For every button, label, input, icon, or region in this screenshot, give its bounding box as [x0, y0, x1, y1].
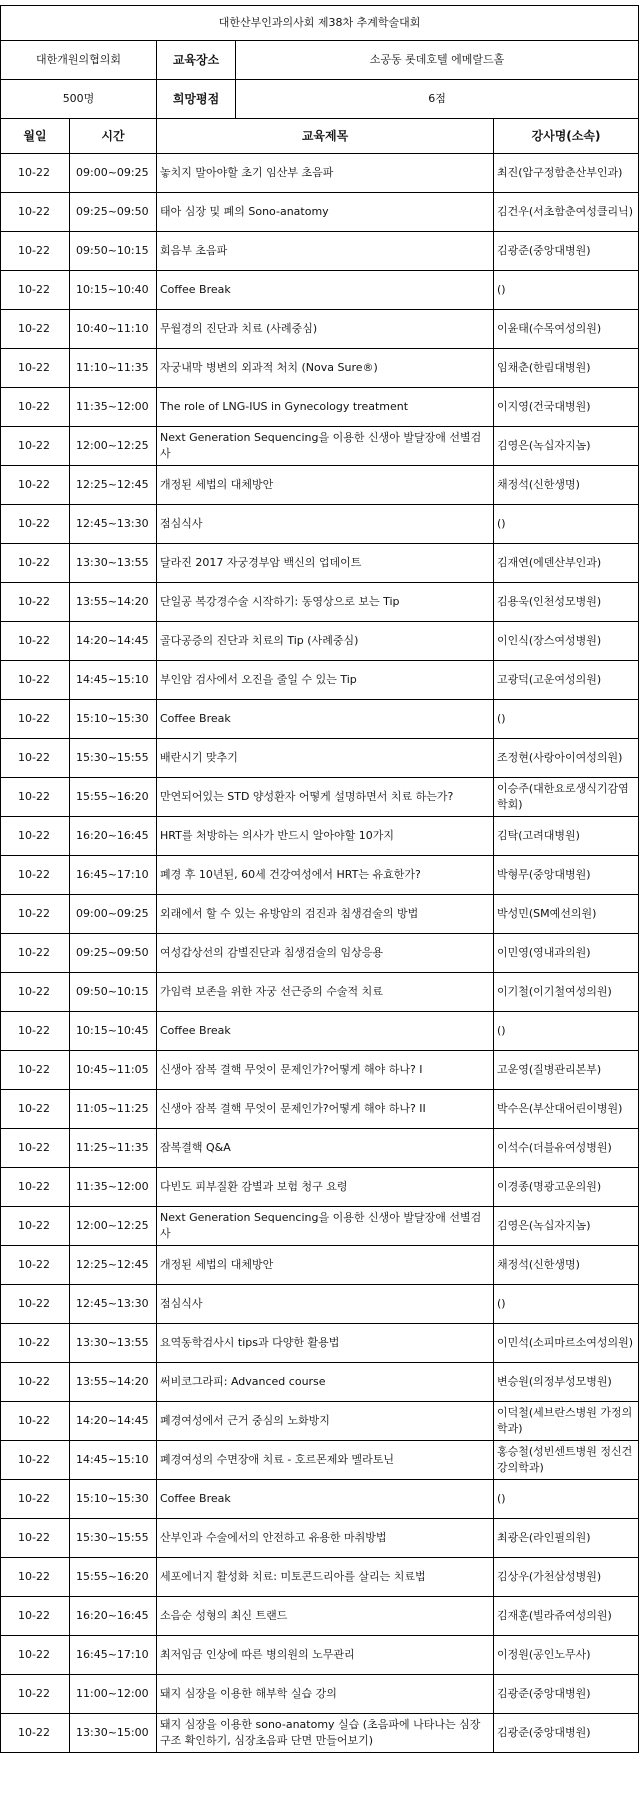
- row-lecturer: 고운영(질병관리본부): [494, 1051, 639, 1090]
- row-lecturer: 이승주(대한요로생식기감염학회): [494, 778, 639, 817]
- row-title: 폐경 후 10년된, 60세 건강여성에서 HRT는 유효한가?: [157, 856, 494, 895]
- row-title: 개정된 세법의 대체방안: [157, 466, 494, 505]
- table-row: [1, 973, 639, 1012]
- row-title: 달라진 2017 자궁경부암 백신의 업데이트: [157, 544, 494, 583]
- table-row: [1, 1207, 639, 1246]
- row-title: 놓치지 말아야할 초기 임산부 초음파: [157, 154, 494, 193]
- row-title: 골다공증의 진단과 치료의 Tip (사례중심): [157, 622, 494, 661]
- row-title: Coffee Break: [157, 1012, 494, 1051]
- capacity: 500명: [1, 80, 157, 119]
- row-date: 10-22: [1, 934, 70, 973]
- row-title: 잠복결핵 Q&A: [157, 1129, 494, 1168]
- row-date: 10-22: [1, 1285, 70, 1324]
- row-title: 돼지 심장을 이용한 해부학 실습 강의: [157, 1675, 494, 1714]
- row-date: 10-22: [1, 583, 70, 622]
- row-lecturer: (): [494, 271, 639, 310]
- table-row: [1, 388, 639, 427]
- table-row: [1, 895, 639, 934]
- row-date: 10-22: [1, 1402, 70, 1441]
- table-row: [1, 1675, 639, 1714]
- row-title: 폐경여성에서 근거 중심의 노화방지: [157, 1402, 494, 1441]
- row-lecturer: 이석수(더블유여성병원): [494, 1129, 639, 1168]
- table-row: [1, 1246, 639, 1285]
- row-title: 세포에너지 활성화 치료: 미토콘드리아를 살리는 치료법: [157, 1558, 494, 1597]
- row-time: 13:30~13:55: [70, 1324, 157, 1363]
- table-row: [1, 232, 639, 271]
- row-date: 10-22: [1, 1441, 70, 1480]
- row-time: 15:55~16:20: [70, 778, 157, 817]
- row-date: 10-22: [1, 1051, 70, 1090]
- row-date: 10-22: [1, 388, 70, 427]
- row-date: 10-22: [1, 1714, 70, 1753]
- table-row: [1, 583, 639, 622]
- row-date: 10-22: [1, 700, 70, 739]
- row-time: 10:15~10:40: [70, 271, 157, 310]
- row-title: 회음부 초음파: [157, 232, 494, 271]
- row-time: 13:55~14:20: [70, 1363, 157, 1402]
- row-date: 10-22: [1, 1012, 70, 1051]
- row-time: 10:45~11:05: [70, 1051, 157, 1090]
- row-time: 12:45~13:30: [70, 1285, 157, 1324]
- row-date: 10-22: [1, 466, 70, 505]
- row-title: 가임력 보존을 위한 자궁 선근증의 수술적 치료: [157, 973, 494, 1012]
- row-time: 13:55~14:20: [70, 583, 157, 622]
- row-time: 09:00~09:25: [70, 895, 157, 934]
- row-time: 14:45~15:10: [70, 1441, 157, 1480]
- event-info-table: [0, 5, 639, 119]
- row-date: 10-22: [1, 193, 70, 232]
- row-title: 만연되어있는 STD 양성환자 어떻게 설명하면서 치료 하는가?: [157, 778, 494, 817]
- row-time: 12:00~12:25: [70, 1207, 157, 1246]
- row-lecturer: 조정현(사랑아이여성의원): [494, 739, 639, 778]
- table-row: [1, 661, 639, 700]
- table-row: [1, 1168, 639, 1207]
- row-lecturer: 김영은(녹십자지놈): [494, 1207, 639, 1246]
- row-date: 10-22: [1, 1168, 70, 1207]
- row-time: 16:45~17:10: [70, 1636, 157, 1675]
- row-time: 12:25~12:45: [70, 466, 157, 505]
- table-row: [1, 1402, 639, 1441]
- row-date: 10-22: [1, 661, 70, 700]
- row-title: 써비코그라피: Advanced course: [157, 1363, 494, 1402]
- row-lecturer: (): [494, 1480, 639, 1519]
- row-time: 14:20~14:45: [70, 1402, 157, 1441]
- row-title: 점심식사: [157, 1285, 494, 1324]
- row-title: 최저임금 인상에 따른 병의원의 노무관리: [157, 1636, 494, 1675]
- table-row: [1, 856, 639, 895]
- row-lecturer: (): [494, 1012, 639, 1051]
- row-date: 10-22: [1, 310, 70, 349]
- table-row: [1, 739, 639, 778]
- row-date: 10-22: [1, 1675, 70, 1714]
- row-date: 10-22: [1, 1324, 70, 1363]
- row-lecturer: 김광준(중앙대병원): [494, 232, 639, 271]
- row-date: 10-22: [1, 232, 70, 271]
- row-lecturer: 김영은(녹십자지놈): [494, 427, 639, 466]
- row-time: 09:50~10:15: [70, 973, 157, 1012]
- row-title: 점심식사: [157, 505, 494, 544]
- table-row: [1, 1012, 639, 1051]
- row-lecturer: 김광준(중앙대병원): [494, 1675, 639, 1714]
- row-lecturer: (): [494, 1285, 639, 1324]
- row-date: 10-22: [1, 1597, 70, 1636]
- row-title: 무월경의 진단과 치료 (사례중심): [157, 310, 494, 349]
- row-lecturer: 김용욱(인천성모병원): [494, 583, 639, 622]
- table-row: [1, 1597, 639, 1636]
- row-time: 16:45~17:10: [70, 856, 157, 895]
- row-title: 부인암 검사에서 오진을 줄일 수 있는 Tip: [157, 661, 494, 700]
- table-row: [1, 700, 639, 739]
- table-row: [1, 1051, 639, 1090]
- row-title: 신생아 잠복 결핵 무엇이 문제인가?어떻게 해야 하나? II: [157, 1090, 494, 1129]
- table-row: [1, 544, 639, 583]
- row-date: 10-22: [1, 1636, 70, 1675]
- row-lecturer: 이기철(이기철여성의원): [494, 973, 639, 1012]
- row-lecturer: (): [494, 505, 639, 544]
- row-time: 11:35~12:00: [70, 388, 157, 427]
- row-lecturer: 박성민(SM예선의원): [494, 895, 639, 934]
- row-lecturer: 임채춘(한림대병원): [494, 349, 639, 388]
- schedule-table: [0, 118, 639, 1753]
- row-title: Next Generation Sequencing을 이용한 신생아 발달장애 선별검사: [157, 427, 494, 466]
- row-title: 자궁내막 병변의 외과적 처치 (Nova Sure®): [157, 349, 494, 388]
- row-title: 개정된 세법의 대체방안: [157, 1246, 494, 1285]
- row-title: 요역동학검사시 tips과 다양한 활용법: [157, 1324, 494, 1363]
- row-date: 10-22: [1, 1480, 70, 1519]
- table-row: [1, 1714, 639, 1753]
- table-row: [1, 505, 639, 544]
- table-row: [1, 1636, 639, 1675]
- row-lecturer: (): [494, 700, 639, 739]
- row-title: 돼지 심장을 이용한 sono-anatomy 실습 (초음파에 나타나는 심장구조 확인하기, 심장초음파 단면 만들어보기): [157, 1714, 494, 1753]
- organizer: 대한개원의협의회: [1, 41, 157, 80]
- table-row: [1, 349, 639, 388]
- row-date: 10-22: [1, 1246, 70, 1285]
- row-time: 09:25~09:50: [70, 193, 157, 232]
- row-date: 10-22: [1, 1090, 70, 1129]
- venue: 소공동 롯데호텔 에메랄드홀: [236, 41, 639, 80]
- table-row: [1, 1558, 639, 1597]
- row-time: 12:45~13:30: [70, 505, 157, 544]
- row-lecturer: 이지영(건국대병원): [494, 388, 639, 427]
- row-lecturer: 김상우(가천삼성병원): [494, 1558, 639, 1597]
- row-date: 10-22: [1, 622, 70, 661]
- row-time: 09:00~09:25: [70, 154, 157, 193]
- row-title: 단일공 복강경수술 시작하기: 동영상으로 보는 Tip: [157, 583, 494, 622]
- row-lecturer: 채정석(신한생명): [494, 1246, 639, 1285]
- table-row: [1, 934, 639, 973]
- row-title: 신생아 잠복 결핵 무엇이 문제인가?어떻게 해야 하나? I: [157, 1051, 494, 1090]
- row-time: 15:55~16:20: [70, 1558, 157, 1597]
- row-time: 09:25~09:50: [70, 934, 157, 973]
- venue-label: 교육장소: [157, 41, 236, 80]
- row-title: 태아 심장 및 폐의 Sono-anatomy: [157, 193, 494, 232]
- row-lecturer: 김광준(중앙대병원): [494, 1714, 639, 1753]
- row-date: 10-22: [1, 1519, 70, 1558]
- row-lecturer: 이덕철(세브란스병원 가정의학과): [494, 1402, 639, 1441]
- points: 6점: [236, 80, 639, 119]
- table-row: [1, 1090, 639, 1129]
- row-title: 다빈도 피부질환 감별과 보험 청구 요령: [157, 1168, 494, 1207]
- row-lecturer: 변승원(의정부성모병원): [494, 1363, 639, 1402]
- row-time: 13:30~13:55: [70, 544, 157, 583]
- row-date: 10-22: [1, 505, 70, 544]
- row-time: 09:50~10:15: [70, 232, 157, 271]
- row-time: 12:00~12:25: [70, 427, 157, 466]
- row-title: Coffee Break: [157, 1480, 494, 1519]
- row-lecturer: 김탁(고려대병원): [494, 817, 639, 856]
- row-time: 14:45~15:10: [70, 661, 157, 700]
- row-date: 10-22: [1, 739, 70, 778]
- row-date: 10-22: [1, 154, 70, 193]
- row-lecturer: 이경종(명광고운의원): [494, 1168, 639, 1207]
- table-row: [1, 1519, 639, 1558]
- row-lecturer: 최진(압구정함춘산부인과): [494, 154, 639, 193]
- table-row: [1, 1480, 639, 1519]
- row-date: 10-22: [1, 349, 70, 388]
- table-row: [1, 193, 639, 232]
- header-lecturer: 강사명(소속): [494, 119, 639, 154]
- row-time: 11:10~11:35: [70, 349, 157, 388]
- row-date: 10-22: [1, 895, 70, 934]
- schedule-sheet: [0, 5, 639, 1753]
- row-title: 여성갑상선의 감별진단과 침생검술의 임상응용: [157, 934, 494, 973]
- header-date: 월일: [1, 119, 70, 154]
- table-row: [1, 271, 639, 310]
- row-date: 10-22: [1, 544, 70, 583]
- row-lecturer: 박형무(중앙대병원): [494, 856, 639, 895]
- table-row: [1, 622, 639, 661]
- row-time: 15:30~15:55: [70, 739, 157, 778]
- table-row: [1, 1129, 639, 1168]
- table-row: [1, 1324, 639, 1363]
- row-time: 15:10~15:30: [70, 700, 157, 739]
- row-time: 13:30~15:00: [70, 1714, 157, 1753]
- row-time: 10:40~11:10: [70, 310, 157, 349]
- row-lecturer: 이민영(영내과의원): [494, 934, 639, 973]
- row-lecturer: 이윤태(수목여성의원): [494, 310, 639, 349]
- header-time: 시간: [70, 119, 157, 154]
- event-title: 대한산부인과의사회 제38차 추계학술대회: [1, 6, 639, 41]
- table-row: [1, 1285, 639, 1324]
- row-date: 10-22: [1, 1129, 70, 1168]
- row-lecturer: 박수은(부산대어린이병원): [494, 1090, 639, 1129]
- row-title: 폐경여성의 수면장애 치료 - 호르몬제와 멜라토닌: [157, 1441, 494, 1480]
- table-row: [1, 817, 639, 856]
- table-row: [1, 778, 639, 817]
- row-title: HRT를 처방하는 의사가 반드시 알아야할 10가지: [157, 817, 494, 856]
- header-title: 교육제목: [157, 119, 494, 154]
- table-row: [1, 154, 639, 193]
- row-time: 12:25~12:45: [70, 1246, 157, 1285]
- row-time: 10:15~10:45: [70, 1012, 157, 1051]
- row-lecturer: 고광덕(고운여성의원): [494, 661, 639, 700]
- row-title: 산부인과 수술에서의 안전하고 유용한 마취방법: [157, 1519, 494, 1558]
- row-date: 10-22: [1, 1363, 70, 1402]
- table-row: [1, 1441, 639, 1480]
- row-date: 10-22: [1, 778, 70, 817]
- row-time: 16:20~16:45: [70, 1597, 157, 1636]
- row-time: 15:10~15:30: [70, 1480, 157, 1519]
- row-date: 10-22: [1, 817, 70, 856]
- row-lecturer: 이정원(공인노무사): [494, 1636, 639, 1675]
- row-lecturer: 최광은(라인필의원): [494, 1519, 639, 1558]
- row-title: Next Generation Sequencing을 이용한 신생아 발달장애 선별검사: [157, 1207, 494, 1246]
- row-date: 10-22: [1, 973, 70, 1012]
- row-lecturer: 이민석(소피마르소여성의원): [494, 1324, 639, 1363]
- row-lecturer: 김재연(에덴산부인과): [494, 544, 639, 583]
- row-lecturer: 김건우(서초함춘여성클리닉): [494, 193, 639, 232]
- row-title: 배란시기 맞추기: [157, 739, 494, 778]
- row-time: 14:20~14:45: [70, 622, 157, 661]
- row-date: 10-22: [1, 427, 70, 466]
- row-lecturer: 김재훈(빌라쥬여성의원): [494, 1597, 639, 1636]
- row-time: 16:20~16:45: [70, 817, 157, 856]
- table-row: [1, 1363, 639, 1402]
- row-title: Coffee Break: [157, 271, 494, 310]
- row-lecturer: 이인식(장스여성병원): [494, 622, 639, 661]
- row-time: 11:00~12:00: [70, 1675, 157, 1714]
- row-time: 11:35~12:00: [70, 1168, 157, 1207]
- row-date: 10-22: [1, 1558, 70, 1597]
- row-title: 외래에서 할 수 있는 유방암의 검진과 침생검술의 방법: [157, 895, 494, 934]
- row-time: 15:30~15:55: [70, 1519, 157, 1558]
- row-title: Coffee Break: [157, 700, 494, 739]
- row-date: 10-22: [1, 1207, 70, 1246]
- table-row: [1, 466, 639, 505]
- row-lecturer: 홍승철(성빈센트병원 정신건강의학과): [494, 1441, 639, 1480]
- row-date: 10-22: [1, 856, 70, 895]
- row-date: 10-22: [1, 271, 70, 310]
- row-title: 소음순 성형의 최신 트랜드: [157, 1597, 494, 1636]
- points-label: 희망평점: [157, 80, 236, 119]
- schedule-header-row: [1, 119, 639, 154]
- row-title: The role of LNG-IUS in Gynecology treatment: [157, 388, 494, 427]
- table-row: [1, 427, 639, 466]
- table-row: [1, 310, 639, 349]
- row-time: 11:05~11:25: [70, 1090, 157, 1129]
- row-lecturer: 채정석(신한생명): [494, 466, 639, 505]
- row-time: 11:25~11:35: [70, 1129, 157, 1168]
